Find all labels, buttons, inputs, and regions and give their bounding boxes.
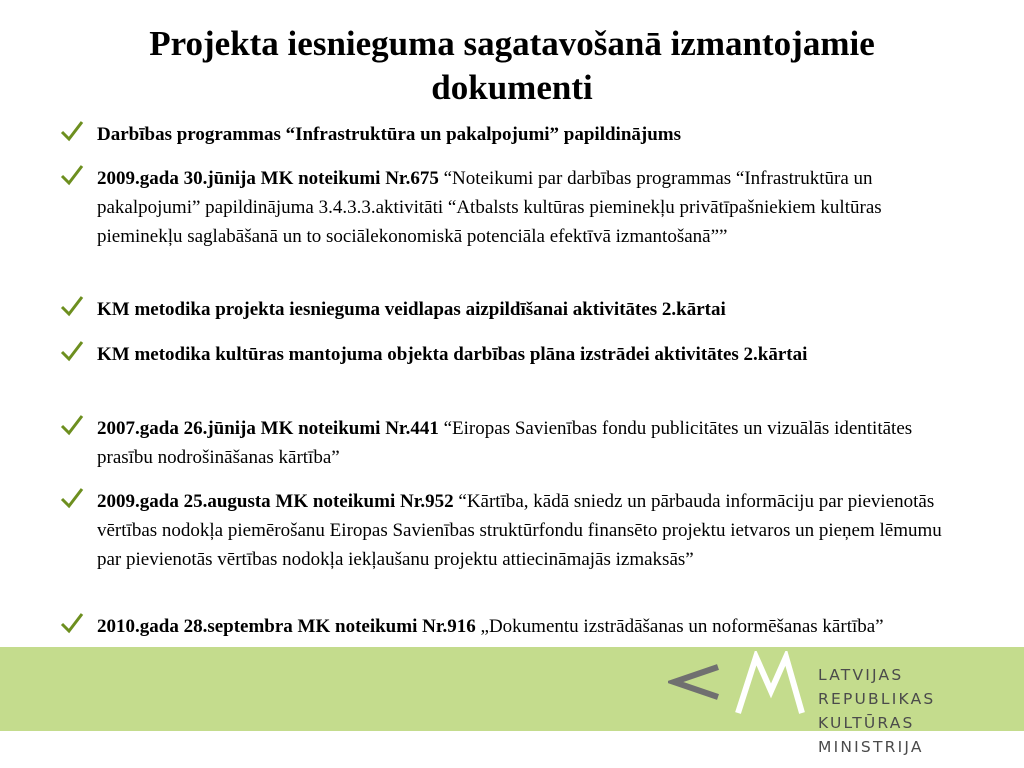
checkmark-icon [60, 164, 84, 186]
item-description: “Noteikumi par darbības programmas “Infrastruktūra un pakalpojumi” papildinājuma 3.4.3.3.aktivitāti “Atbalsts kultūras pieminekļu privātīpašniekiem kultūras pieminekļu saglabāšanā un to sociālekonomiskā potenciāla efektīvā izmantošanā”” [97, 168, 882, 247]
checkmark-icon [60, 340, 84, 362]
title-line-2: dokumenti [431, 68, 593, 107]
list-item-text [97, 295, 957, 324]
item-title: 2007.gada 26.jūnija MK noteikumi Nr.441 [97, 418, 439, 439]
checkmark-icon [60, 120, 84, 142]
checkmark-icon [60, 414, 84, 436]
list-item-text [97, 487, 957, 574]
item-title: 2009.gada 25.augusta MK noteikumi Nr.952 [97, 491, 454, 512]
title-line-1: Projekta iesnieguma sagatavošanā izmantojamie [149, 24, 875, 63]
item-title: Darbības programmas “Infrastruktūra un pakalpojumi” papildinājums [97, 124, 682, 145]
list-item-text [97, 120, 957, 149]
list-item-text [97, 414, 957, 472]
item-title: 2010.gada 28.septembra MK noteikumi Nr.916 [97, 616, 476, 637]
item-title: KM metodika projekta iesnieguma veidlapas aizpildīšanai aktivitātes 2.kārtai [97, 299, 726, 320]
item-description: „Dokumentu izstrādāšanas un noformēšanas kārtība” [475, 616, 884, 637]
item-title: 2009.gada 30.jūnija MK noteikumi Nr.675 [97, 168, 439, 189]
checkmark-icon [60, 487, 84, 509]
logo-line-1: LATVIJAS REPUBLIKAS [818, 666, 936, 708]
list-item-text [97, 164, 957, 251]
item-description: “Eiropas Savienības fondu publicitātes un vizuālās identitātes prasību nodrošināšanas kārtība” [97, 418, 913, 468]
list-item-text [97, 612, 957, 641]
list-item-text [97, 340, 957, 369]
item-description: “Kārtība, kādā sniedz un pārbauda informāciju par pievienotās vērtības nodokļa piemērošanu Eiropas Savienības struktūrfondu finansēto projektu ietvaros un pieņem lēmumu par pievienotās vērtības nodokļa iekļaušanu projektu attiecināmajās izmaksās” [97, 491, 942, 570]
checkmark-icon [60, 295, 84, 317]
item-title: KM metodika kultūras mantojuma objekta darbības plāna izstrādei aktivitātes 2.kārtai [97, 344, 808, 365]
checkmark-icon [60, 612, 84, 634]
logo-line-2: KULTŪRAS MINISTRIJA [818, 714, 924, 756]
